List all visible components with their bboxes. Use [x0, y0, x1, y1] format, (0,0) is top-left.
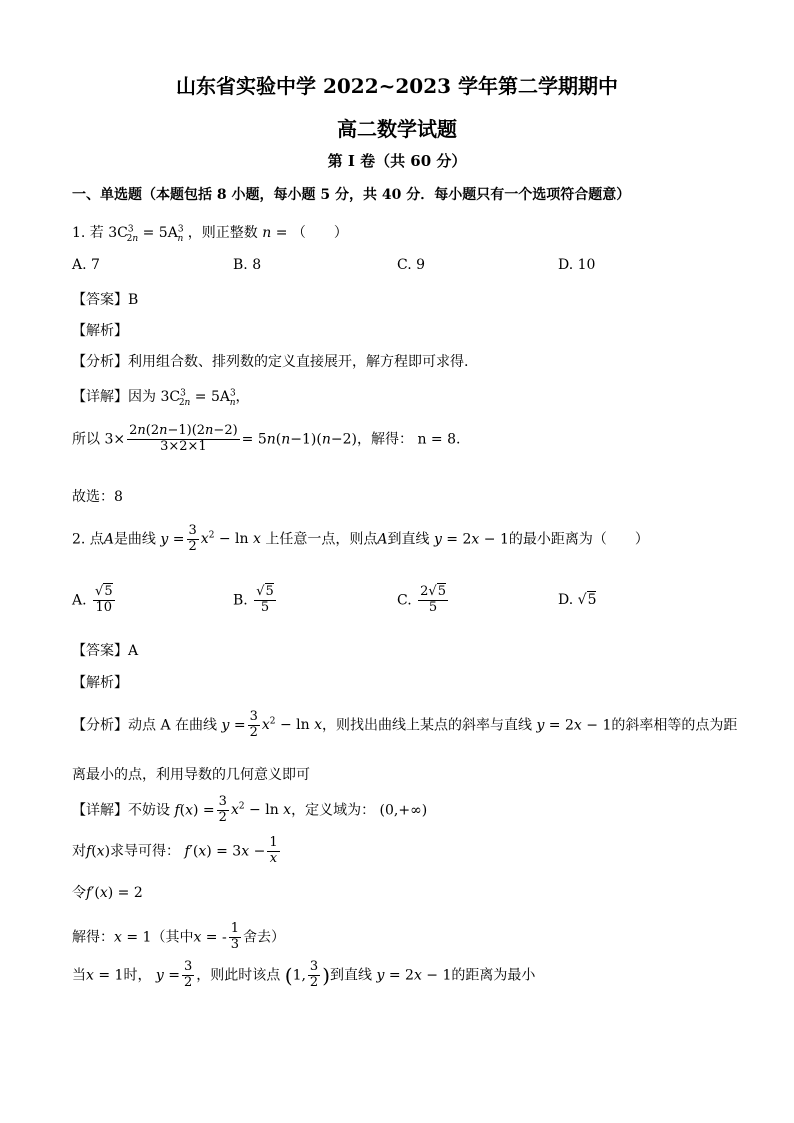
q1-equation: $3C^3_{2n} = 5A^3_n$	[108, 224, 184, 244]
q2-set-derivative: 令f′(x) = 2	[72, 885, 143, 901]
q2-fenxi-cont: 离最小的点，利用导数的几何意义即可	[72, 767, 310, 783]
q1-detail: 【详解】因为 $3C^3_{2n} = 5A^3_n$，	[72, 388, 250, 408]
q1-analysis-label: 【解析】	[72, 323, 128, 339]
q1-option-d: D. 10	[558, 257, 596, 273]
section-heading: 一、单选题（本题包括 8 小题，每小题 5 分，共 40 分．每小题只有一个选项符合题意）	[72, 187, 631, 203]
q2-derivative: 对f(x)求导可得： f′(x) = 3x − $\frac{1}{x}$	[72, 835, 278, 866]
exam-subtitle: 高二数学试题	[337, 117, 457, 141]
q1-fenxi: 【分析】利用组合数、排列数的定义直接展开，解方程即可求得.	[72, 354, 469, 370]
q1-stem: 1. 若 $3C^3_{2n} = 5A^3_n$ ，则正整数 n = （ ）	[72, 224, 348, 244]
q2-fenxi: 【分析】动点 A 在曲线 y = $\frac{3}{2}$ $x^2 - \ln x$，则找出曲线上某点的斜率与直线 y = 2x − 1的斜率相等的点为距	[72, 709, 738, 740]
volume-label: 第 I 卷（共 60 分）	[327, 152, 467, 170]
q1-answer: 【答案】B	[72, 292, 139, 308]
q2-conclusion: 当x = 1时， y = $\frac{3}{2}$ ，则此时该点 (1, $\frac{3}{2}$ )到直线 y = 2x − 1的距离为最小	[72, 959, 536, 990]
q2-analysis-label: 【解析】	[72, 675, 128, 691]
q1-conclusion: 故选：8	[72, 489, 123, 505]
q1-option-a: A. 7	[72, 257, 100, 273]
q2-answer: 【答案】A	[72, 643, 139, 659]
q2-solve: 解得：x = 1（其中x = - $\frac{1}{3}$ 舍去）	[72, 921, 286, 952]
q1-option-c: C. 9	[397, 257, 426, 273]
q1-equation-expanded: 所以 3× $\frac{2n(2n-1)(2n-2)}{3\times 2\times 1}$ = 5n(n−1)(n−2)，解得： n = 8.	[72, 423, 461, 454]
q1-option-b: B. 8	[233, 257, 262, 273]
exam-title: 山东省实验中学 2022~2023 学年第二学期期中	[175, 74, 618, 98]
q2-option-b: B. $\frac{√5}{5}$	[233, 584, 274, 615]
q2-option-a: A. $\frac{√5}{10}$	[72, 584, 113, 615]
q2-option-c: C. $\frac{2√5}{5}$	[397, 584, 446, 615]
q2-option-d: D. √5	[558, 592, 597, 608]
q2-detail: 【详解】不妨设 f(x) = $\frac{3}{2}$ $x^2 - \ln x$，定义域为： (0,+∞)	[72, 794, 428, 825]
q2-stem: 2. 点A是曲线 y = $\frac{3}{2}$ $x^2 - \ln x$ 上任意一点，则点A到直线 y = 2x − 1的最小距离为（ ）	[72, 523, 649, 554]
